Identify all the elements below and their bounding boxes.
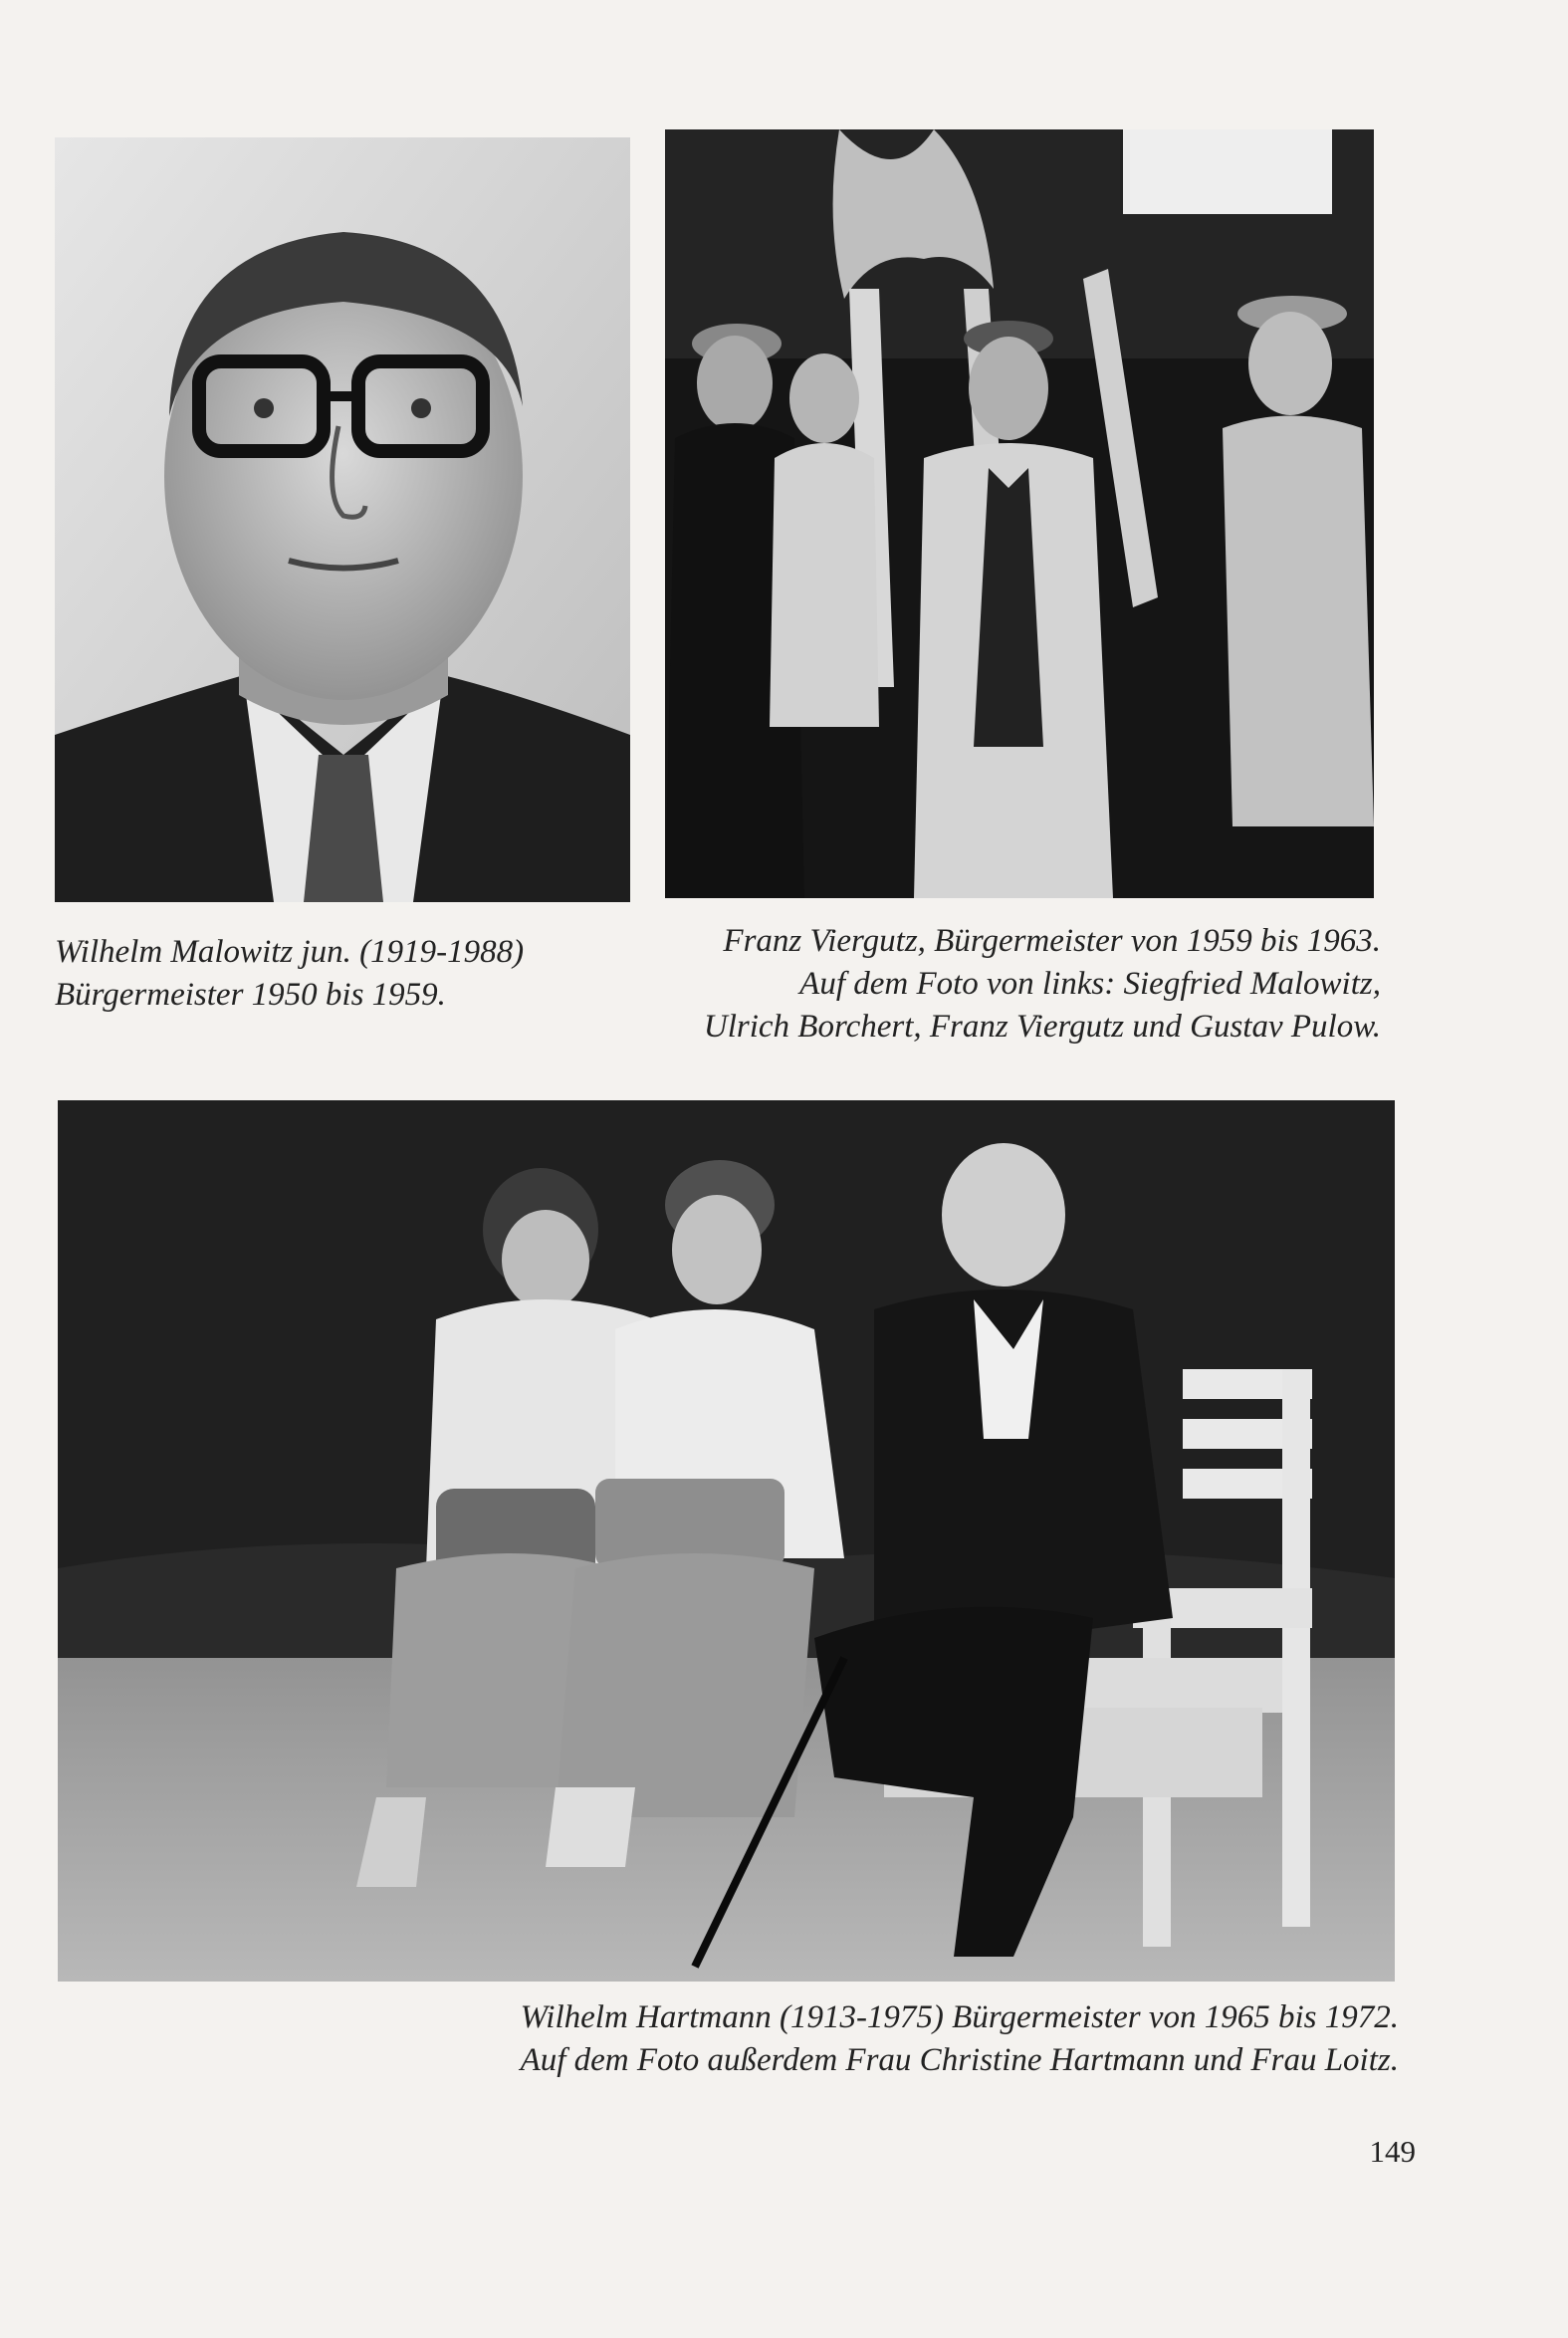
group-caption-line-3: Ulrich Borchert, Franz Viergutz und Gustav Pulow. (703, 1009, 1381, 1045)
portrait-caption (55, 931, 524, 1017)
bench-photo (58, 1100, 1395, 1982)
portrait-caption-line-1: Wilhelm Malowitz jun. (1919-1988) (55, 934, 525, 970)
bench-caption-line-2: Auf dem Foto außerdem Frau Christine Hartmann und Frau Loitz. (520, 2042, 1399, 2078)
bench-caption (521, 1996, 1399, 2082)
group-caption (704, 920, 1381, 1049)
page-number: 149 (1369, 2134, 1416, 2169)
group-photo (665, 129, 1374, 898)
bench-caption-line-1: Wilhelm Hartmann (1913-1975) Bürgermeister von 1965 bis 1972. (520, 1999, 1399, 2035)
group-caption-line-1: Franz Viergutz, Bürgermeister von 1959 bis 1963. (723, 923, 1381, 959)
portrait-photo (55, 137, 630, 902)
group-caption-line-2: Auf dem Foto von links: Siegfried Malowitz, (799, 966, 1381, 1002)
portrait-caption-line-2: Bürgermeister 1950 bis 1959. (55, 977, 446, 1013)
